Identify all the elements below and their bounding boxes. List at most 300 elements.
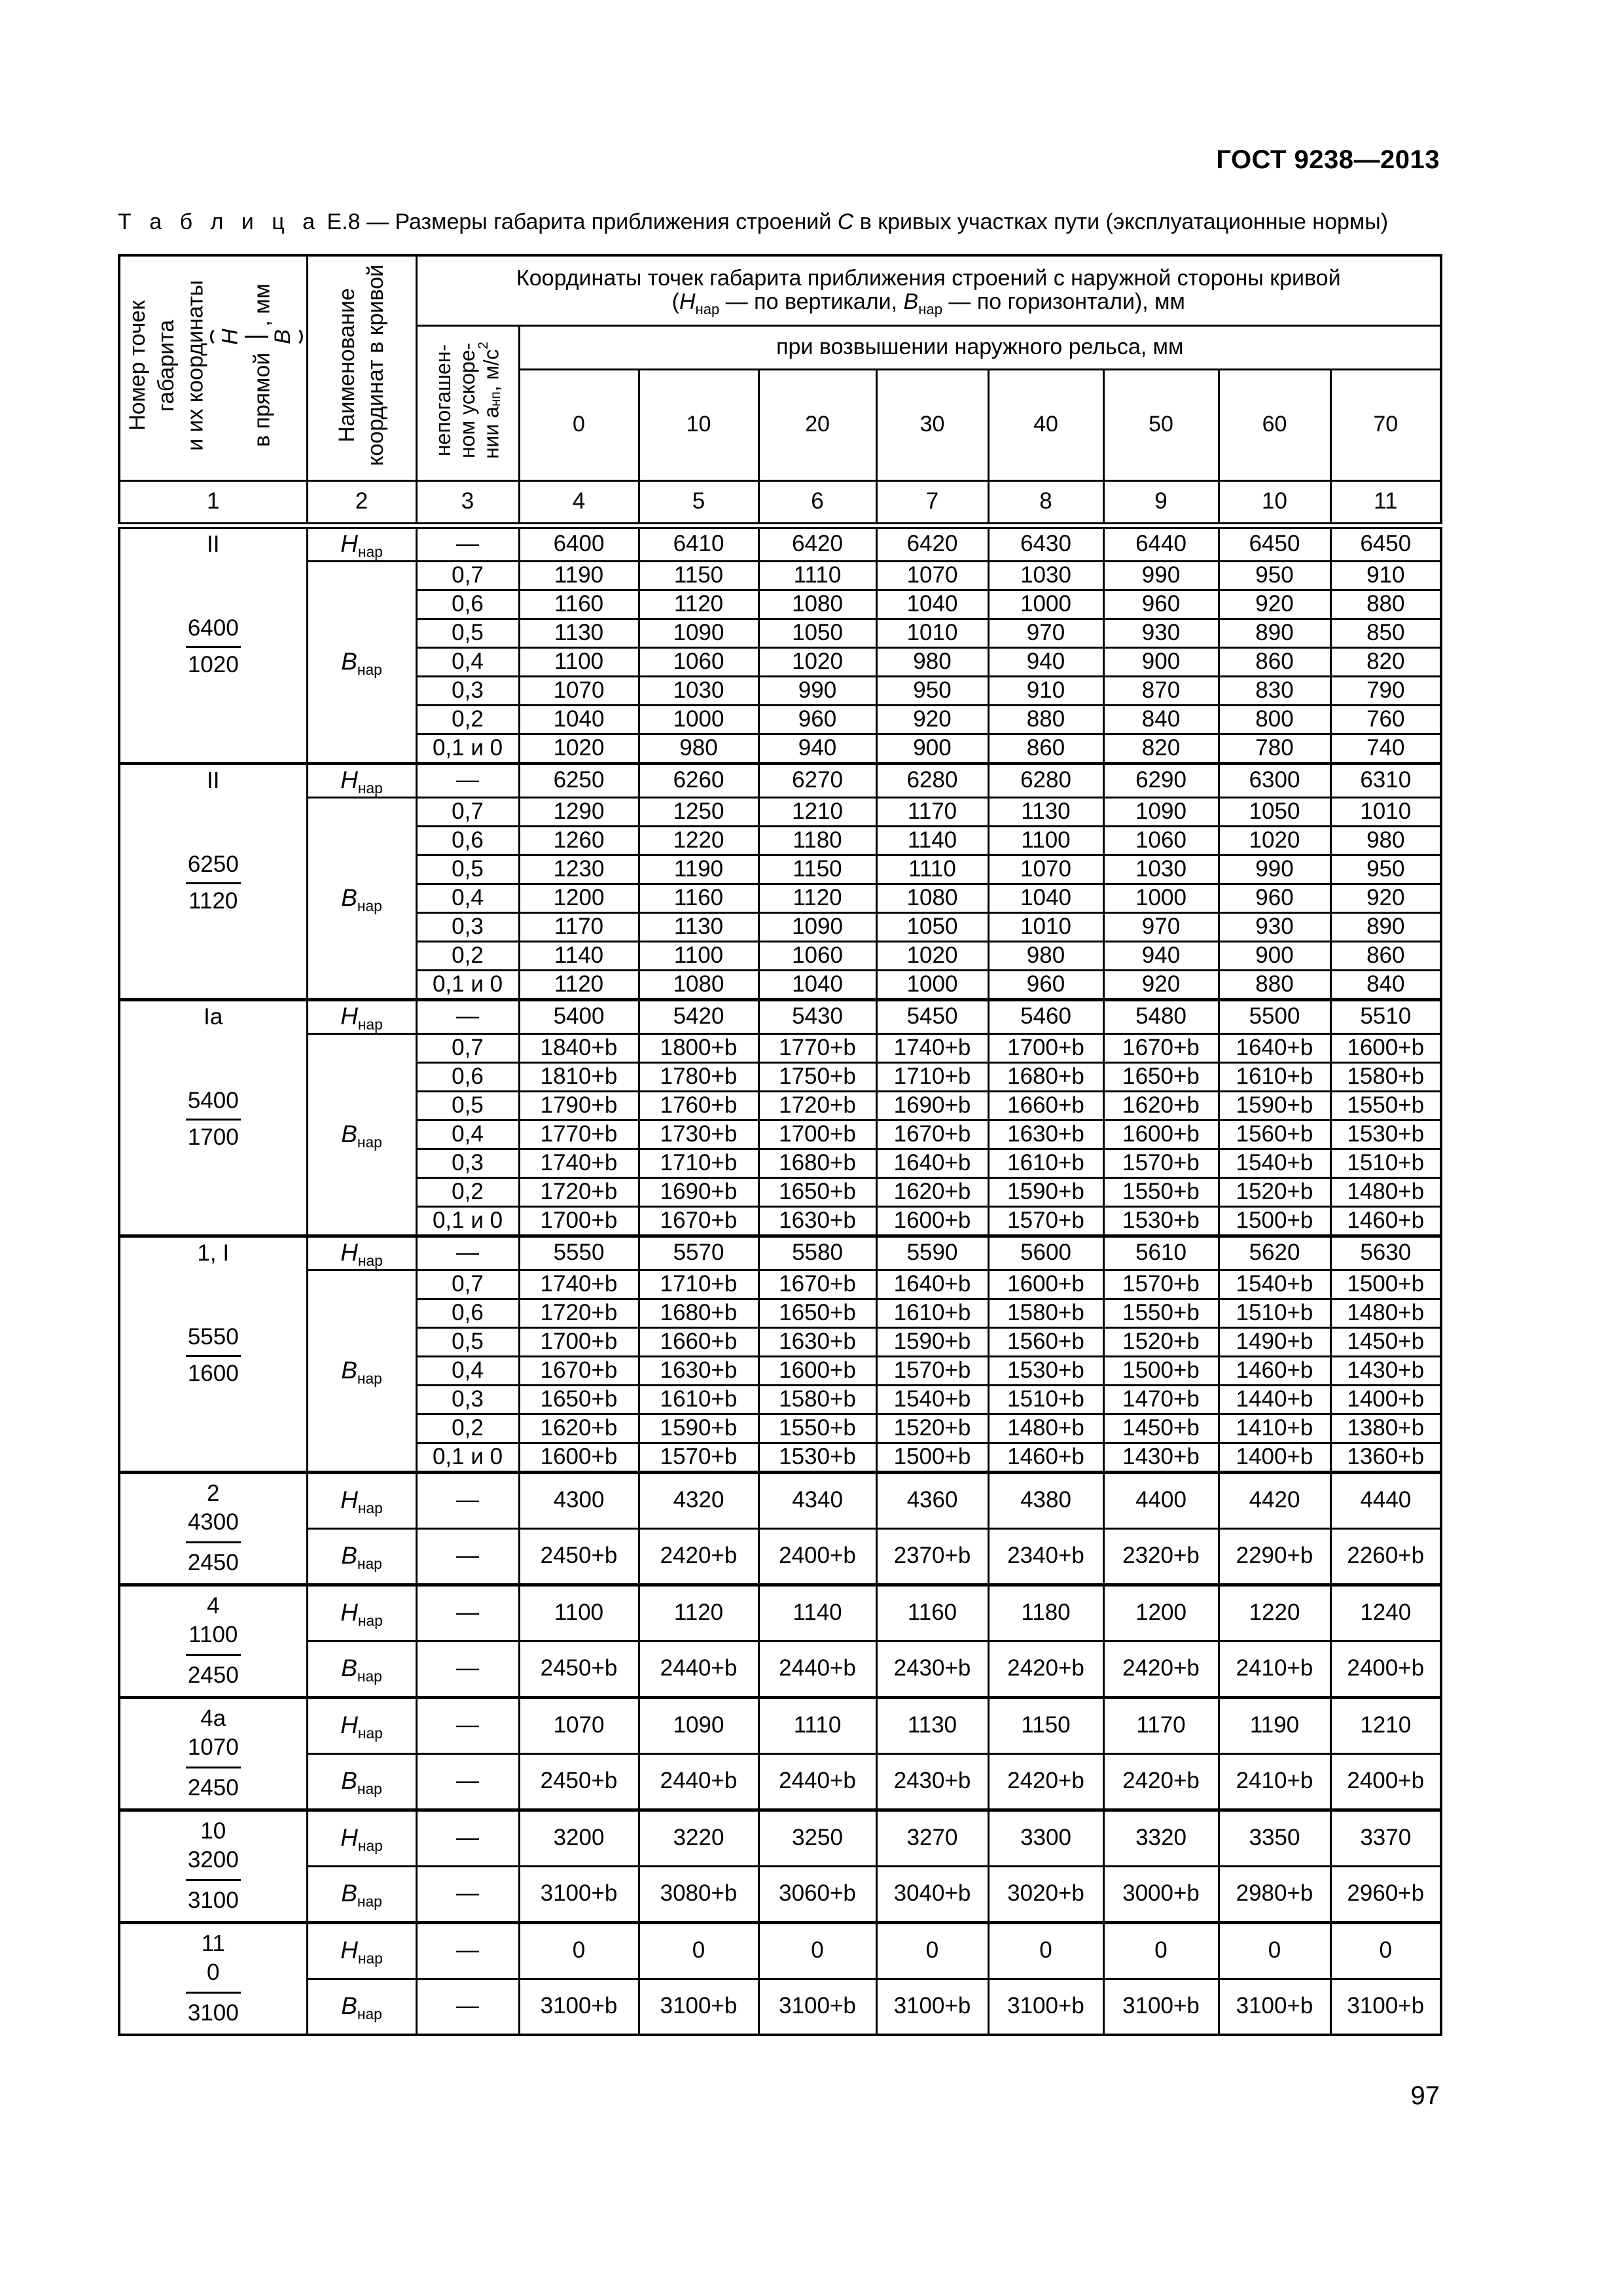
value-cell: 5500 [1219,999,1330,1033]
value-cell: 1060 [639,647,758,676]
value-cell: 1590+b [988,1177,1103,1206]
coord-subscript: нар [357,543,383,561]
coord-subscript: нар [357,2005,382,2023]
value-cell: 1290 [519,797,639,826]
value-cell: 1160 [876,1585,988,1641]
value-cell: 2450+b [519,1528,639,1585]
coord-symbol: H [340,1003,358,1030]
value-cell: 2320+b [1103,1528,1219,1585]
value-cell: 1510+b [1219,1299,1330,1327]
table-row [119,1472,1441,1528]
value-cell: 1600+b [1330,1033,1441,1062]
value-cell: 1660+b [988,1091,1103,1120]
value-cell: 890 [1219,619,1330,647]
value-cell: 960 [988,970,1103,999]
column-number-cell: 3 [416,480,519,526]
value-cell: 3040+b [876,1866,988,1922]
coord-label-b [307,1979,416,2035]
accel-cell: — [416,763,519,797]
coord-subscript: нар [357,1555,382,1573]
value-cell: 1180 [988,1585,1103,1641]
value-cell: 1260 [519,826,639,855]
value-cell: 1360+b [1330,1443,1441,1472]
value-cell: 1530+b [1330,1120,1441,1149]
value-cell: 1600+b [988,1270,1103,1299]
value-cell: 1250 [639,797,758,826]
value-cell: 1570+b [876,1356,988,1385]
value-cell: 1610+b [1219,1062,1330,1091]
value-cell: 5600 [988,1236,1103,1270]
value-cell: 1150 [988,1697,1103,1753]
ratio-top: H [217,329,243,345]
value-cell: 1690+b [639,1177,758,1206]
value-cell: 1680+b [988,1062,1103,1091]
value-cell: 2260+b [1330,1528,1441,1585]
coord-symbol: B [341,1542,357,1570]
value-cell: 2410+b [1219,1753,1330,1810]
coord-label-b [307,1033,416,1236]
value-cell: 1580+b [988,1299,1103,1327]
value-cell: 1620+b [1103,1091,1219,1120]
table-row [119,1922,1441,1979]
table-row [119,1866,1441,1922]
group-header [416,255,1441,325]
value-cell: 1650+b [758,1177,876,1206]
value-cell: 1750+b [758,1062,876,1091]
point-b-coordinate: 1600 [186,1355,241,1386]
value-cell: 760 [1330,705,1441,734]
value-cell: 1440+b [1219,1385,1330,1414]
group-header-line1: Координаты точек габарита приближения строений с наружной стороны кривой [516,266,1341,291]
value-cell: 1470+b [1103,1385,1219,1414]
value-cell: 980 [988,941,1103,970]
value-cell: 2420+b [1103,1641,1219,1697]
value-cell: 1700+b [519,1206,639,1236]
value-cell: 880 [1330,590,1441,619]
value-cell: 1140 [876,826,988,855]
value-cell: 1450+b [1330,1327,1441,1356]
value-cell: 1430+b [1103,1443,1219,1472]
group-header-line2: ($H_{нар}$ — по вертикали, $B_{нар}$ — по горизонтали), мм [671,289,1185,317]
value-cell: 1030 [639,676,758,705]
point-number: 4a [200,1705,226,1731]
value-cell: 1710+b [639,1270,758,1299]
value-cell: 2420+b [1103,1753,1219,1810]
coord-symbol: H [340,1937,358,1964]
accel-cell: 0,4 [416,1356,519,1385]
value-cell: 2440+b [639,1641,758,1697]
value-cell: 1580+b [758,1385,876,1414]
accel-cell: 0,6 [416,590,519,619]
point-number: II [207,531,220,557]
value-cell: 950 [1219,561,1330,590]
value-cell: 1480+b [1330,1177,1441,1206]
col3-header-text [431,342,503,459]
coord-subscript: нар [357,1016,383,1033]
caption-text-after: в кривых участках пути (эксплуатационные нормы) [859,209,1389,234]
col2-header-text [332,264,390,466]
value-cell: 1640+b [876,1270,988,1299]
value-cell: 5570 [639,1236,758,1270]
value-cell: 960 [1103,590,1219,619]
column-number-cell: 2 [307,480,416,526]
value-cell: 1010 [876,619,988,647]
accel-cell: — [416,1236,519,1270]
coord-subscript: нар [357,660,382,678]
value-cell: 1640+b [1219,1033,1330,1062]
value-cell: 5630 [1330,1236,1441,1270]
value-cell: 2960+b [1330,1866,1441,1922]
value-cell: 1180 [758,826,876,855]
value-cell: 3370 [1330,1810,1441,1866]
value-cell: 2370+b [876,1528,988,1585]
coord-symbol: B [341,1356,357,1384]
value-cell: 0 [758,1922,876,1979]
value-cell: 1570+b [639,1443,758,1472]
table-row [119,1810,1441,1866]
value-cell: 1640+b [876,1149,988,1177]
elevation-header-cell: 70 [1330,369,1441,480]
value-cell: 1630+b [758,1206,876,1236]
value-cell: 940 [758,734,876,763]
value-cell: 1480+b [1330,1299,1441,1327]
value-cell: 1600+b [758,1356,876,1385]
table-row [119,526,1441,562]
value-cell: 6420 [876,526,988,562]
value-cell: 950 [1330,855,1441,884]
point-b-coordinate: 1700 [186,1119,241,1150]
point-cell [119,763,307,999]
point-number: 10 [200,1818,226,1844]
elevation-header-cell: 30 [876,369,988,480]
value-cell: 840 [1103,705,1219,734]
value-cell: 1090 [758,912,876,941]
column-number-cell: 1 [119,480,307,526]
value-cell: 4300 [519,1472,639,1528]
value-cell: 1620+b [519,1414,639,1443]
value-cell: 1670+b [1103,1033,1219,1062]
value-cell: 1110 [876,855,988,884]
column-number-cell: 9 [1103,480,1219,526]
value-cell: 6420 [758,526,876,562]
value-cell: 1540+b [876,1385,988,1414]
accel-cell: 0,3 [416,1385,519,1414]
value-cell: 1090 [639,619,758,647]
value-cell: 1610+b [639,1385,758,1414]
value-cell: 1000 [639,705,758,734]
value-cell: 5620 [1219,1236,1330,1270]
table-row [119,999,1441,1033]
value-cell: 1590+b [1219,1091,1330,1120]
col3-header-line3: нии $a_{нп}$, $м/с^2$ [476,342,504,459]
value-cell: 1130 [876,1697,988,1753]
coord-label-b [307,797,416,999]
value-cell: 3220 [639,1810,758,1866]
coord-subscript: нар [357,897,382,914]
coord-label-b [307,1753,416,1810]
value-cell: 910 [988,676,1103,705]
coord-subscript: нар [357,1612,383,1630]
value-cell: 3100+b [758,1979,876,2035]
value-cell: 1170 [519,912,639,941]
accel-cell: 0,5 [416,619,519,647]
point-h-coordinate: 6400 [187,615,239,641]
value-cell: 1840+b [519,1033,639,1062]
coord-label-b [307,1866,416,1922]
value-cell: 950 [876,676,988,705]
accel-cell: 0,2 [416,1177,519,1206]
value-cell: 6310 [1330,763,1441,797]
coord-symbol: B [341,1655,357,1682]
value-cell: 0 [988,1922,1103,1979]
point-h-coordinate: 0 [207,1959,220,1985]
value-cell: 1660+b [639,1327,758,1356]
value-cell: 2400+b [1330,1641,1441,1697]
value-cell: 4380 [988,1472,1103,1528]
value-cell: 790 [1330,676,1441,705]
value-cell: 4400 [1103,1472,1219,1528]
value-cell: 1020 [519,734,639,763]
accel-cell: 0,6 [416,1062,519,1091]
accel-cell: — [416,1585,519,1641]
value-cell: 4360 [876,1472,988,1528]
value-cell: 1570+b [1103,1149,1219,1177]
value-cell: 930 [1103,619,1219,647]
caption-prefix: Т а б л и ц а [118,209,321,234]
value-cell: 1120 [758,884,876,912]
point-h-coordinate: 3200 [187,1846,239,1873]
accel-cell: 0,1 и 0 [416,1206,519,1236]
value-cell: 6270 [758,763,876,797]
value-cell: 900 [1103,647,1219,676]
value-cell: 1030 [1103,855,1219,884]
value-cell: 2410+b [1219,1641,1330,1697]
coord-subscript: нар [357,1837,383,1855]
value-cell: 1020 [1219,826,1330,855]
value-cell: 940 [988,647,1103,676]
accel-cell: 0,4 [416,884,519,912]
value-cell: 5450 [876,999,988,1033]
coord-subscript: нар [357,1499,383,1517]
value-cell: 1160 [639,884,758,912]
value-cell: 1190 [519,561,639,590]
col3-header [416,325,519,480]
value-cell: 1110 [758,561,876,590]
value-cell: 1670+b [876,1120,988,1149]
table-row [119,1641,1441,1697]
accel-cell: 0,6 [416,826,519,855]
value-cell: 6300 [1219,763,1330,797]
value-cell: 1000 [1103,884,1219,912]
value-cell: 780 [1219,734,1330,763]
value-cell: 820 [1103,734,1219,763]
value-cell: 6400 [519,526,639,562]
accel-cell: 0,2 [416,705,519,734]
value-cell: 1170 [1103,1697,1219,1753]
caption-text-before: — Размеры габарита приближения строений [366,209,832,234]
value-cell: 3100+b [1219,1979,1330,2035]
value-cell: 3000+b [1103,1866,1219,1922]
value-cell: 1770+b [519,1120,639,1149]
coord-symbol: H [340,766,358,794]
value-cell: 1590+b [876,1327,988,1356]
coord-symbol: B [341,884,357,911]
coord-subscript: нар [357,1369,382,1387]
value-cell: 1710+b [876,1062,988,1091]
coord-symbol: B [341,1120,357,1147]
value-cell: 6440 [1103,526,1219,562]
value-cell: 1150 [639,561,758,590]
accel-cell: — [416,999,519,1033]
value-cell: 1400+b [1219,1443,1330,1472]
value-cell: 1080 [876,884,988,912]
elevation-header-cell: 40 [988,369,1103,480]
value-cell: 1780+b [639,1062,758,1091]
point-cell [119,526,307,764]
value-cell: 1720+b [519,1177,639,1206]
table-row [119,1033,1441,1062]
caption-number: Е.8 [327,209,361,234]
value-cell: 1020 [758,647,876,676]
value-cell: 1080 [758,590,876,619]
value-cell: 1520+b [1219,1177,1330,1206]
coord-symbol: B [341,1880,357,1907]
value-cell: 6260 [639,763,758,797]
coord-label-h [307,1585,416,1641]
value-cell: 1020 [876,941,988,970]
accel-cell: — [416,1866,519,1922]
column-number-cell: 8 [988,480,1103,526]
value-cell: 1100 [639,941,758,970]
table-row [119,1528,1441,1585]
value-cell: 1100 [988,826,1103,855]
value-cell: 1550+b [1103,1177,1219,1206]
value-cell: 1450+b [1103,1414,1219,1443]
value-cell: 1700+b [988,1033,1103,1062]
value-cell: 1030 [988,561,1103,590]
coord-label-h [307,763,416,797]
accel-cell: 0,7 [416,1270,519,1299]
accel-cell: 0,5 [416,1091,519,1120]
value-cell: 6280 [988,763,1103,797]
column-number-cell: 4 [519,480,639,526]
ratio-fraction [216,329,297,345]
value-cell: 1100 [519,647,639,676]
value-cell: 1130 [519,619,639,647]
point-cell [119,1810,307,1922]
point-cell [119,1922,307,2035]
point-h-coordinate: 5550 [187,1324,239,1350]
value-cell: 1610+b [876,1299,988,1327]
accel-cell: — [416,1810,519,1866]
value-cell: 1070 [519,676,639,705]
value-cell: 870 [1103,676,1219,705]
value-cell: 6410 [639,526,758,562]
value-cell: 1160 [519,590,639,619]
value-cell: 3100+b [519,1866,639,1922]
point-b-coordinate: 1120 [186,882,241,914]
coord-symbol: H [340,1712,358,1739]
value-cell: 1500+b [1103,1356,1219,1385]
value-cell: 820 [1330,647,1441,676]
coord-label-b [307,1270,416,1472]
table-row [119,1270,1441,1299]
value-cell: 890 [1330,912,1441,941]
value-cell: 2440+b [758,1641,876,1697]
coord-symbol: H [340,1599,358,1626]
value-cell: 1040 [876,590,988,619]
value-cell: 1070 [876,561,988,590]
table-caption [118,209,1440,235]
point-cell [119,1472,307,1585]
value-cell: 1200 [519,884,639,912]
value-cell: 0 [1103,1922,1219,1979]
value-cell: 1580+b [1330,1062,1441,1091]
accel-cell: 0,3 [416,676,519,705]
table-row [119,1585,1441,1641]
value-cell: 1700+b [758,1120,876,1149]
coord-label-b [307,561,416,763]
value-cell: 830 [1219,676,1330,705]
column-number-cell: 11 [1330,480,1441,526]
value-cell: 980 [639,734,758,763]
value-cell: 6450 [1219,526,1330,562]
point-number: 11 [201,1930,225,1956]
value-cell: 1600+b [1103,1120,1219,1149]
accel-cell: — [416,1641,519,1697]
elevation-header-cell: 60 [1219,369,1330,480]
coord-subscript: нар [357,1950,383,1967]
value-cell: 1670+b [519,1356,639,1385]
value-cell: 3100+b [1103,1979,1219,2035]
elevation-header: при возвышении наружного рельса, мм [519,325,1441,369]
value-cell: 5590 [876,1236,988,1270]
value-cell: 2440+b [758,1753,876,1810]
accel-cell: 0,2 [416,1414,519,1443]
value-cell: 2450+b [519,1753,639,1810]
coord-subscript: нар [357,1725,383,1742]
value-cell: 1810+b [519,1062,639,1091]
value-cell: 1740+b [519,1270,639,1299]
value-cell: 1000 [876,970,988,999]
value-cell: 1650+b [1103,1062,1219,1091]
value-cell: 1150 [758,855,876,884]
value-cell: 3100+b [876,1979,988,2035]
coord-subscript: нар [357,1133,382,1151]
value-cell: 1110 [758,1697,876,1753]
coord-label-h [307,1236,416,1270]
value-cell: 3080+b [639,1866,758,1922]
value-cell: 910 [1330,561,1441,590]
value-cell: 880 [988,705,1103,734]
value-cell: 2430+b [876,1753,988,1810]
value-cell: 2420+b [988,1753,1103,1810]
value-cell: 1510+b [1330,1149,1441,1177]
value-cell: 970 [1103,912,1219,941]
col2-header-line2: координат в кривой [363,264,389,467]
value-cell: 5480 [1103,999,1219,1033]
coord-label-h [307,1697,416,1753]
value-cell: 1210 [1330,1697,1441,1753]
value-cell: 1800+b [639,1033,758,1062]
value-cell: 1520+b [1103,1327,1219,1356]
point-cell [119,1585,307,1697]
value-cell: 6430 [988,526,1103,562]
col3-header-line2: ном ускоре- [455,342,480,458]
value-cell: 1490+b [1219,1327,1330,1356]
value-cell: 0 [639,1922,758,1979]
column-number-cell: 7 [876,480,988,526]
